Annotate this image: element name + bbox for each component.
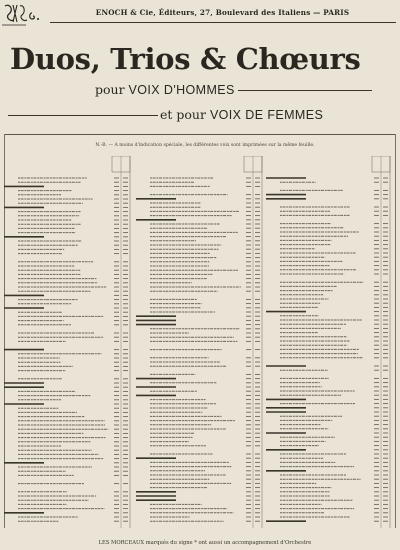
- subtitle-women: [160, 106, 323, 124]
- subtitle-men-caps: VOIX D'HOMMES: [128, 83, 235, 97]
- subtitle-men: [95, 81, 235, 99]
- subtitle-men-prefix: pour: [95, 82, 125, 97]
- publisher-line: ENOCH & Cie, Éditeurs, 27, Boulevard des Italiens — PARIS: [95, 8, 350, 17]
- footer-note: LES MORCEAUX marqués du signe * ont aussi un accompagnement d'Orchestre: [98, 540, 312, 546]
- page-title: Duos, Trios & Chœurs: [10, 42, 361, 76]
- header-rule: [50, 22, 396, 23]
- notice-line: N.-B. — A moins d'indication spéciale, les différentes voix sont imprimées sur la même feuille.: [95, 143, 315, 148]
- subtitle-women-prefix: et pour: [160, 107, 206, 122]
- subtitle-women-caps: VOIX DE FEMMES: [209, 108, 324, 122]
- publisher-monogram-icon: [2, 2, 44, 26]
- subtitle-rule-right: [238, 90, 372, 91]
- subtitle-rule-left: [8, 115, 158, 116]
- catalog-columns: [4, 156, 396, 528]
- catalog-frame-top: [4, 134, 396, 135]
